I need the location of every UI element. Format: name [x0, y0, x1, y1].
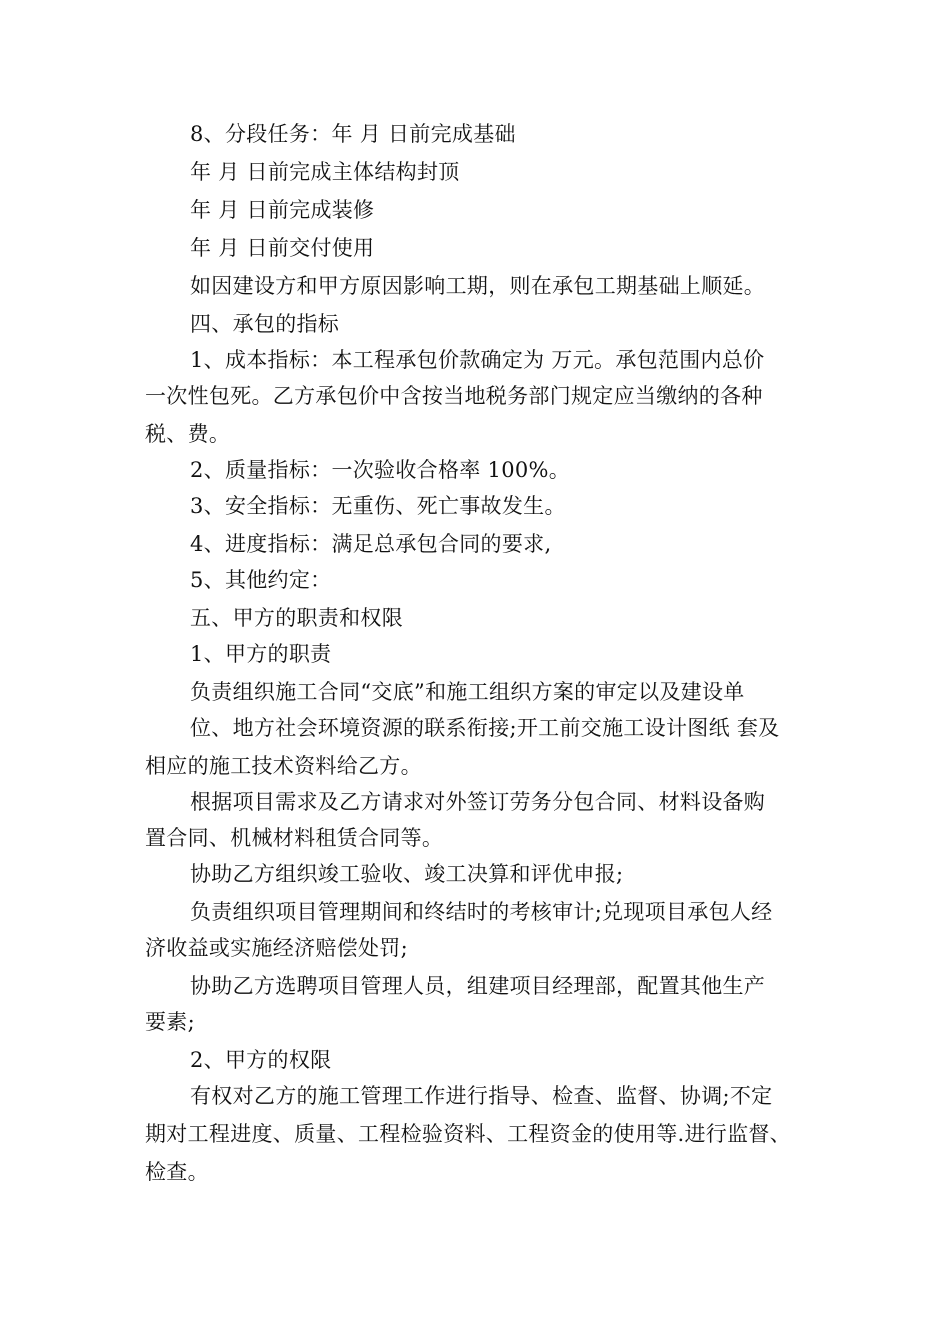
text-line: 如因建设方和甲方原因影响工期，则在承包工期基础上顺延。: [190, 274, 766, 298]
subsection-heading: 2、甲方的权限: [190, 1048, 332, 1072]
text-line: 4、进度指标：满足总承包合同的要求,: [190, 532, 552, 556]
text-line: 协助乙方组织竣工验收、竣工决算和评优申报;: [190, 862, 624, 886]
text-line: 3、安全指标：无重伤、死亡事故发生。: [190, 494, 566, 518]
text-line: 年 月 日前交付使用: [190, 236, 375, 260]
text-line: 年 月 日前完成装修: [190, 198, 375, 222]
text-line: 根据项目需求及乙方请求对外签订劳务分包合同、材料设备购: [190, 790, 766, 814]
text-line: 置合同、机械材料租赁合同等。: [145, 826, 444, 850]
section-heading: 五、甲方的职责和权限: [190, 606, 403, 630]
text-line: 2、质量指标：一次验收合格率 100%。: [190, 458, 571, 482]
text-line: 一次性包死。乙方承包价中含按当地税务部门规定应当缴纳的各种: [145, 384, 763, 408]
text-line: 税、费。: [145, 422, 231, 446]
text-line: 有权对乙方的施工管理工作进行指导、检查、监督、协调;不定: [190, 1084, 773, 1108]
text-line: 负责组织施工合同“交底”和施工组织方案的审定以及建设单: [190, 680, 745, 704]
text-line: 检查。: [145, 1160, 209, 1184]
text-line: 8、分段任务：年 月 日前完成基础: [190, 122, 516, 146]
text-line: 1、成本指标：本工程承包价款确定为 万元。承包范围内总价: [190, 348, 765, 372]
subsection-heading: 1、甲方的职责: [190, 642, 332, 666]
section-heading: 四、承包的指标: [190, 312, 340, 336]
text-line: 协助乙方选聘项目管理人员，组建项目经理部，配置其他生产: [190, 974, 766, 998]
text-line: 相应的施工技术资料给乙方。: [145, 754, 422, 778]
text-line: 期对工程进度、质量、工程检验资料、工程资金的使用等.进行监督、: [145, 1122, 791, 1146]
text-line: 要素;: [145, 1010, 195, 1034]
text-line: 年 月 日前完成主体结构封顶: [190, 160, 460, 184]
text-line: 5、其他约定：: [190, 568, 332, 592]
text-line: 负责组织项目管理期间和终结时的考核审计;兑现项目承包人经: [190, 900, 773, 924]
text-line: 位、地方社会环境资源的联系衔接;开工前交施工设计图纸 套及: [190, 716, 780, 740]
text-line: 济收益或实施经济赔偿处罚;: [145, 936, 408, 960]
